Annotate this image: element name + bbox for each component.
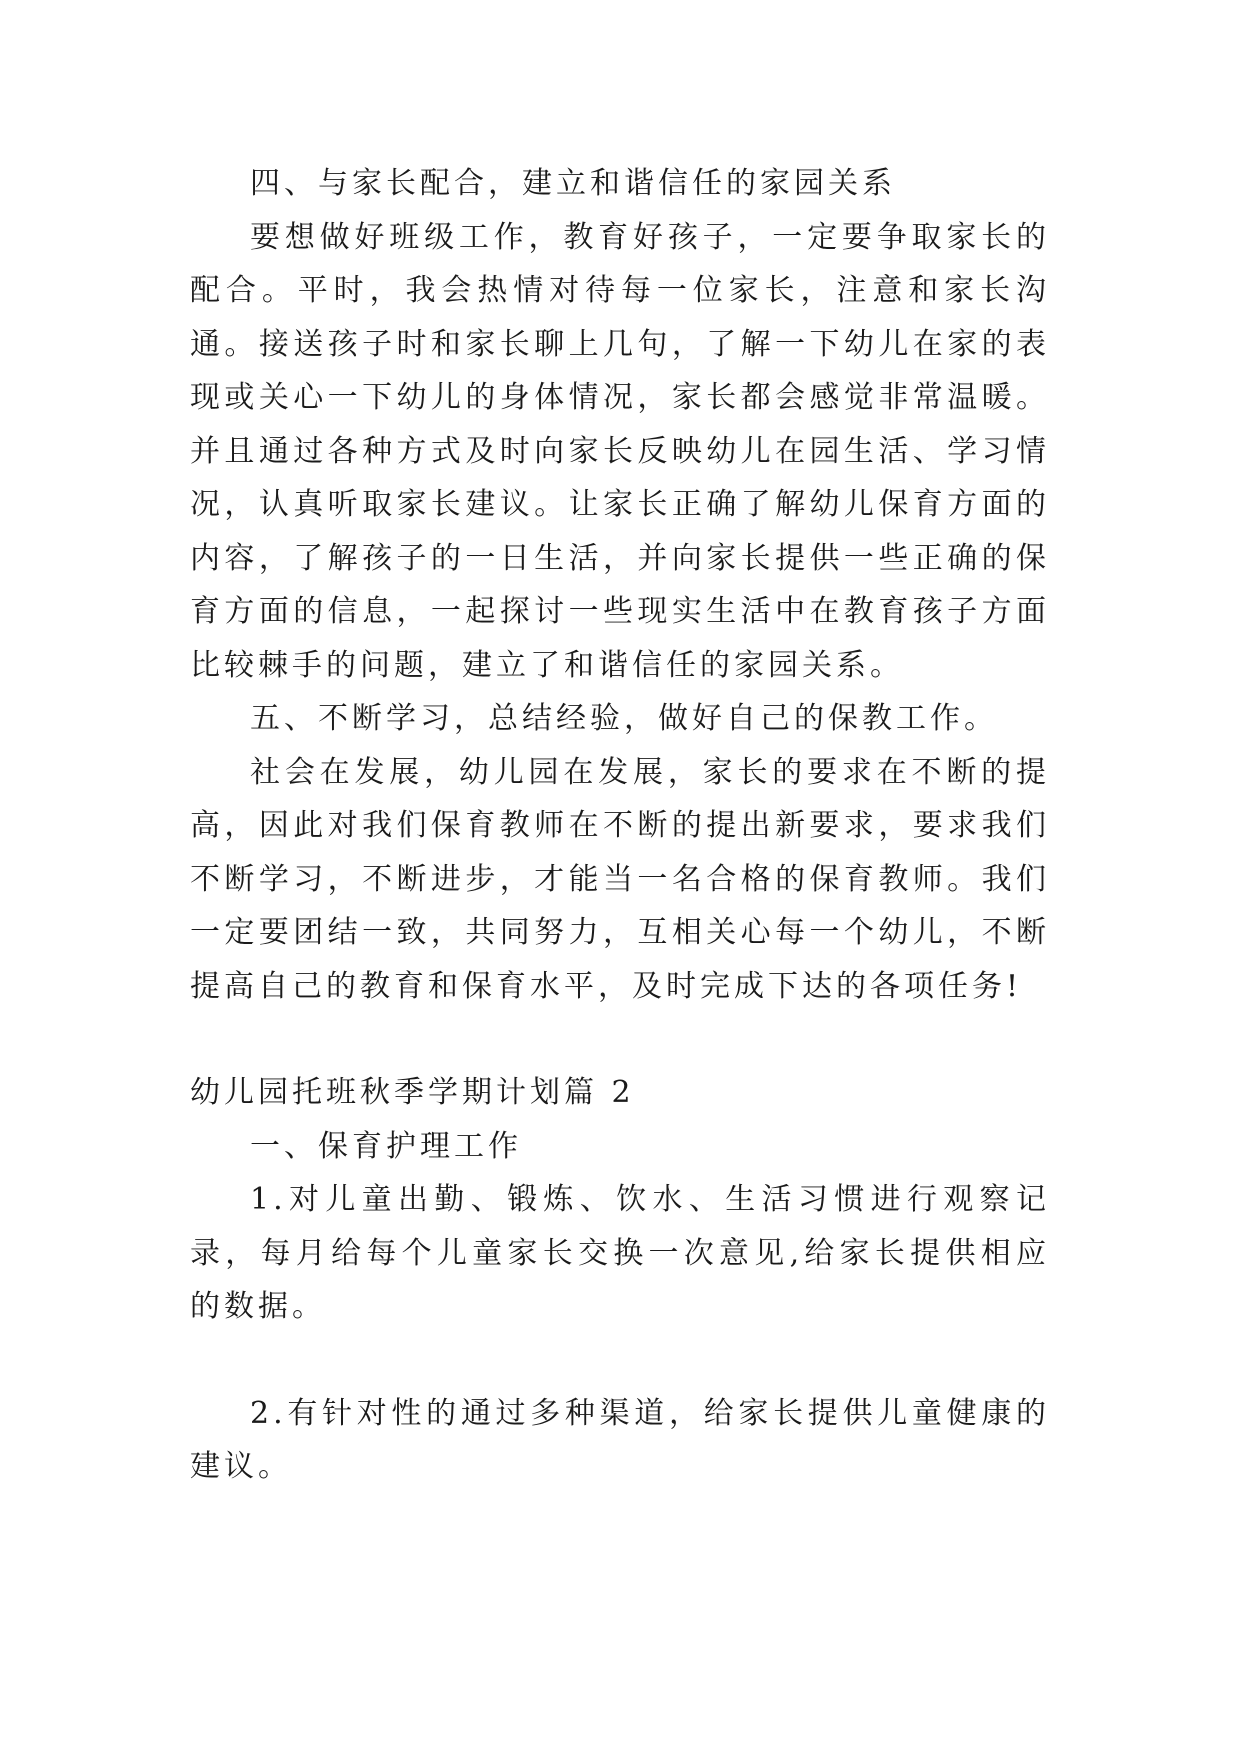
section-4-paragraph: 要想做好班级工作，教育好孩子，一定要争取家长的配合。平时，我会热情对待每一位家长，注意和家长沟通。接送孩子时和家长聊上几句，了解一下幼儿在家的表现或关心一下幼儿的身体情况，家长都会感觉非常温暖。并且通过各种方式及时向家长反映幼儿在园生活、学习情况，认真听取家长建议。让家长正确了解幼儿保育方面的内容，了解孩子的一日生活，并向家长提供一些正确的保育方面的信息，一起探讨一些现实生活中在教育孩子方面比较棘手的问题，建立了和谐信任的家园关系。 bbox=[190, 219, 1050, 683]
article-2-title: 幼儿园托班秋季学期计划篇 2 bbox=[190, 1075, 635, 1110]
section-5-paragraph: 社会在发展，幼儿园在发展，家长的要求在不断的提高，因此对我们保育教师在不断的提出新要求，要求我们不断学习，不断进步，才能当一名合格的保育教师。我们一定要团结一致，共同努力，互相关心每一个幼儿，不断提高自己的教育和保育水平，及时完成下达的各项任务! bbox=[190, 754, 1050, 1004]
section-4-heading: 四、与家长配合，建立和谐信任的家园关系 bbox=[250, 166, 896, 201]
item-1-paragraph: 1.对儿童出勤、锻炼、饮水、生活习惯进行观察记录，每月给每个儿童家长交换一次意见,给家长提供相应的数据。 bbox=[190, 1182, 1050, 1324]
section-5-heading: 五、不断学习，总结经验，做好自己的保教工作。 bbox=[250, 701, 998, 736]
part-1-heading: 一、保育护理工作 bbox=[250, 1128, 522, 1164]
document-body bbox=[190, 157, 1050, 1494]
item-2-paragraph: 2.有针对性的通过多种渠道，给家长提供儿童健康的建议。 bbox=[190, 1395, 1050, 1484]
